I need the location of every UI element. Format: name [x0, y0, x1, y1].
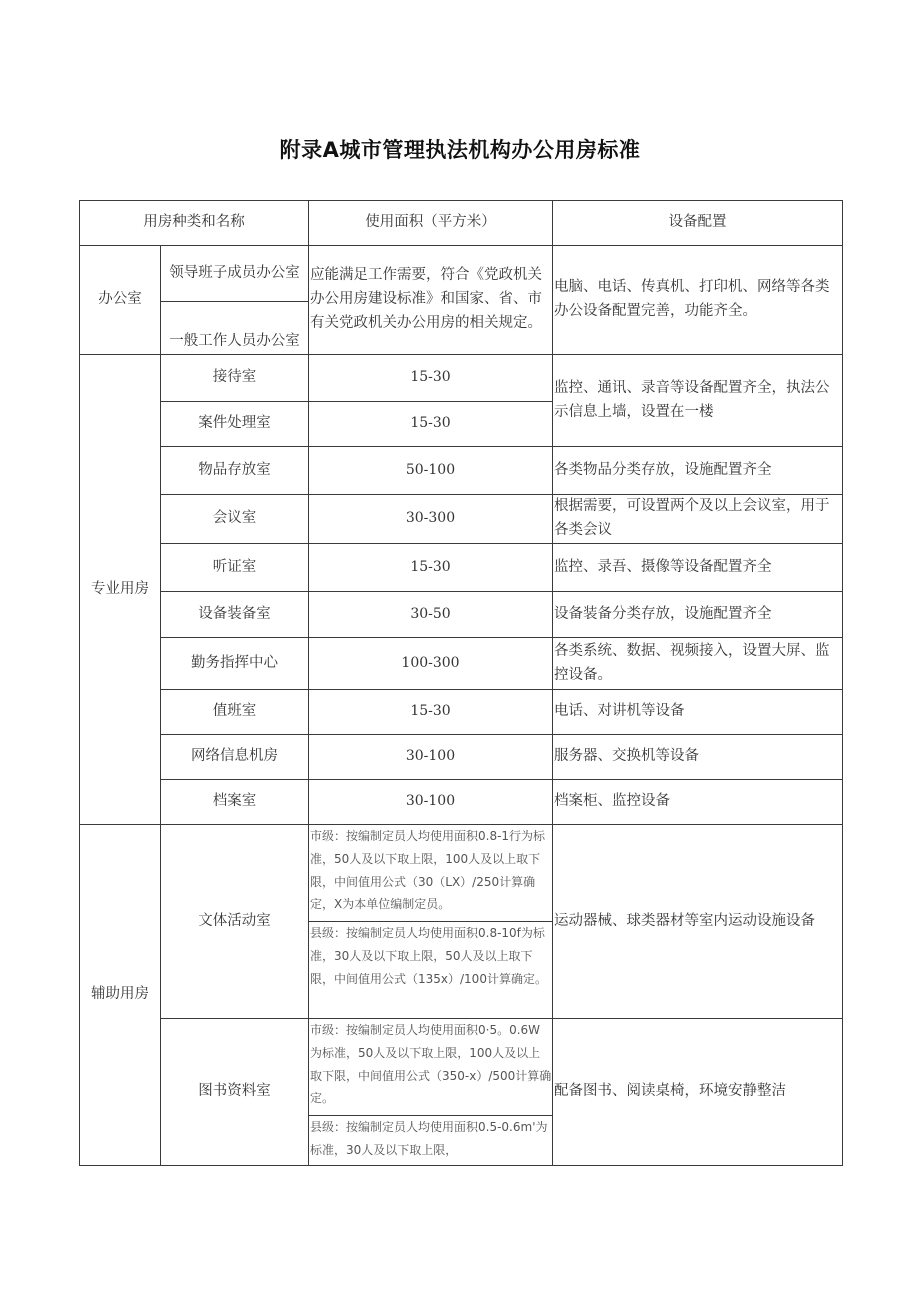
library-city-standard: 市级：按编制定员人均使用面积0·5。0.6W为标准，50人及以下取上限，100人及以上取下限，中间值用公式（350-x）/500计算确定。 — [310, 1023, 552, 1106]
header-category: 用房种类和名称 — [80, 201, 309, 246]
category-office: 办公室 — [80, 246, 161, 355]
table-header-row — [80, 201, 843, 246]
office-leader-room: 领导班子成员办公室 — [161, 246, 309, 302]
room-equipment: 监控、通讯、录音等设备配置齐全，执法公示信息上墙，设置在一楼 — [553, 355, 843, 447]
library-county-standard: 县级：按编制定员人均使用面积0.5-0.6m'为标准，30人及以下取上限， — [310, 1120, 548, 1157]
room-equipment: 运动器械、球类器材等室内运动设施设备 — [553, 825, 843, 1019]
room-name: 勤务指挥中心 — [161, 638, 309, 690]
header-area: 使用面积（平方米） — [309, 201, 553, 246]
table-row — [80, 735, 843, 780]
culture-area-cell — [309, 825, 553, 1019]
page-title: 附录A城市管理执法机构办公用房标准 — [279, 138, 641, 162]
room-name: 案件处理室 — [161, 402, 309, 447]
room-equipment: 服务器、交换机等设备 — [553, 735, 843, 780]
room-equipment: 设备装备分类存放，设施配置齐全 — [553, 592, 843, 638]
office-staff-room: 一般工作人员办公室 — [161, 302, 309, 355]
room-name: 文体活动室 — [161, 825, 309, 1019]
office-equipment: 电脑、电话、传真机、打印机、网络等各类办公设备配置完善，功能齐全。 — [553, 246, 843, 355]
table-row — [80, 592, 843, 638]
table-row — [80, 495, 843, 544]
room-name: 接待室 — [161, 355, 309, 402]
header-equipment: 设备配置 — [553, 201, 843, 246]
table-row — [80, 780, 843, 825]
room-name: 图书资料室 — [161, 1019, 309, 1166]
room-name: 网络信息机房 — [161, 735, 309, 780]
room-area: 15-30 — [309, 402, 553, 447]
room-area: 15-30 — [309, 690, 553, 735]
table-row — [80, 246, 843, 302]
room-equipment: 根据需要，可设置两个及以上会议室，用于各类会议 — [553, 495, 843, 544]
room-equipment: 各类物品分类存放，设施配置齐全 — [553, 447, 843, 495]
room-equipment: 各类系统、数据、视频接入，设置大屏、监控设备。 — [553, 638, 843, 690]
room-area: 30-300 — [309, 495, 553, 544]
room-area: 30-100 — [309, 780, 553, 825]
room-name: 设备装备室 — [161, 592, 309, 638]
room-name: 档案室 — [161, 780, 309, 825]
table-row — [80, 447, 843, 495]
room-area: 100-300 — [309, 638, 553, 690]
room-equipment: 档案柜、监控设备 — [553, 780, 843, 825]
room-name: 听证室 — [161, 544, 309, 592]
room-equipment: 配备图书、阅读桌椅，环境安静整洁 — [553, 1019, 843, 1166]
room-area: 15-30 — [309, 544, 553, 592]
culture-county-standard: 县级：按编制定员人均使用面积0.8-10f为标准，30人及以下取上限，50人及以上取下限，中间值用公式（135x）/100计算确定。 — [310, 926, 547, 986]
category-professional: 专业用房 — [80, 355, 161, 825]
category-auxiliary: 辅助用房 — [80, 825, 161, 1166]
table-row — [80, 690, 843, 735]
table-row — [80, 544, 843, 592]
room-area: 30-50 — [309, 592, 553, 638]
culture-city-standard: 市级：按编制定员人均使用面积0.8-1行为标准，50人及以下取上限，100人及以上取下限，中间值用公式（30（LX）/250计算确定，X为本单位编制定员。 — [310, 829, 546, 912]
room-area: 30-100 — [309, 735, 553, 780]
room-area: 15-30 — [309, 355, 553, 402]
standards-table — [79, 200, 843, 1166]
room-name: 物品存放室 — [161, 447, 309, 495]
room-name: 会议室 — [161, 495, 309, 544]
table-row — [80, 355, 843, 402]
table-row — [80, 638, 843, 690]
room-area: 50-100 — [309, 447, 553, 495]
room-equipment: 监控、录吾、摄像等设备配置齐全 — [553, 544, 843, 592]
room-name: 值班室 — [161, 690, 309, 735]
table-row — [80, 825, 843, 1019]
table-row — [80, 1019, 843, 1166]
office-area: 应能满足工作需要，符合《党政机关办公用房建设标准》和国家、省、市有关党政机关办公用房的相关规定。 — [309, 246, 553, 355]
library-area-cell — [309, 1019, 553, 1166]
room-equipment: 电话、对讲机等设备 — [553, 690, 843, 735]
